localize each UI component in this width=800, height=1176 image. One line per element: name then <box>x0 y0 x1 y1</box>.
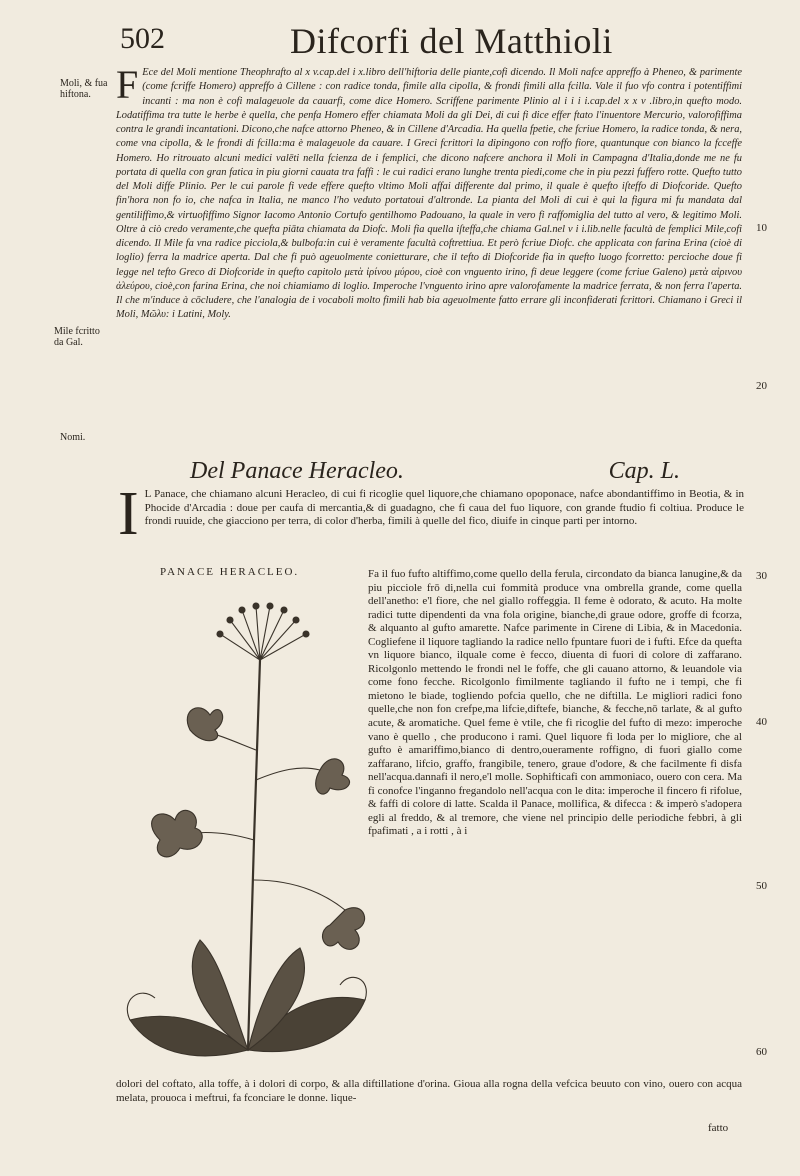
panace-column-text: Fa il fuo fufto altiffimo,come quello della ferula, circondato da bianca lanugine,& da piu picciole frō di,nella cui fommità produce vna ombrella grande, come quella dell'anetho: e'l fiore, che nel giallo roffeggia. Il feme è odorato, & acuto. Ha molte radici tutte dipendenti da vna fola origine, bianche,di graue odore, groffe di fcorza, & alquanto al gufto amarette. Nafce parimente in Cirene di Libia, & in Macedonia. Cogliefene il liquore tagliando la radice nello fpuntare fuori de i fufti. Efce da quefta vn liquore bianco, ilquale come è fecco, diuenta di fuori di colore di zaffarano. Ricolgonlo mettendo le frondi nel le foffe, che gli cauano attorno, & leuandole via come fono fecche. Ricolgonlo fimilmente tagliando il fufto ne i tempi, che fi mietono le biade, togliendo pofcia quello, che ne diftilla. Le migliori radici fono quelle,che non fon crefpe,ma lifcie,diftefe, bianche, & fecche,nō tarlate, & al gufto acute, & aromatiche. Quel feme è vtile, che fi ricoglie del fufto di mezo: imperoche vano è quello , che producono i rami. Quel liquore fi loda per lo migliore, che al gufto è amariffimo,bianco di dentro,oueramente roffigno, di fuori giallo come zaffarano, lifcio, graffo, frangibile, tenero, graue d'odore, & che facilmente fi disfa nell'acqua.dannafi il nero,e'l molle. Sophifticafi con ammoniaco, ouero con cera. Ma fi conofce l'inganno fregandolo nell'acqua con le dita: imperoche il fincero fi rifolue, & faffi di colore di latte. Scalda il Panace, mollifica, & difecca : & imperò s'adopera egli al freddo, & al tremore, che viene nel principio delle periodiche febbri, à gli fpafimati , a i rotti , à i <box>368 568 742 838</box>
line-number-40: 40 <box>756 716 767 728</box>
catchword: fatto <box>708 1122 729 1134</box>
line-number-30: 30 <box>756 570 767 582</box>
moli-text: Ece del Moli mentione Theophrafto al x v.cap.del i x.libro dell'hiftoria delle piante,cofi dicendo. Il Moli nafce appreffo à Pheneo, & parimente (come fcriffe Homero) appreffo à Cillene : con radice tonda, fimile alla cipolla, & frondi fimili alla fcilla. Vale il fuo vfo contra i potentiffimi incanti : ma non è cofi malageuole da cauarfi, come dice Homero. Scriffene parimente Plinio al i i i i.cap.del x x v .libro,in quefto modo. Lodatiffima tra tutte le herbe è quella, che penfa Homero effer chiamata Moli da gli Dei, di cui fi dice effer ftato l'inuentore Mercurio, valorofiffima contra le grandi incantationi. Dicono,che nafce attorno Pheneo, & in Cillene d'Arcadia. Ha quella fpetie, che fcriue Homero, la radice tonda, & nera, come vna cipolla, & le frondi di fcilla:ma è malageuole da cauare. I Greci fcrittori la dipingono con roffo fiore, quantunque con bianco la fcceffe Homero. Ho ritrouato alcuni medici valēti nella fcienza de i femplici, che dicono nafcere anchora il Moli in Campagna d'Italia,donde me ne fu portata di quella con gran fatica in piu giorni cauata tra faffi : le cui radici erano lunghe trenta piedi,come che in piu pezzi fuffero rotte. Quefto tutto del Moli diffe Plinio. Per le cui parole fi vede effere quefto vltimo Moli affai differente dal primo, il quale è quefto iſteffo di Diofcoride. Quefto fin'hora non fo io, che nafca in Italia, ne manco l'ho veduto portatoui d'altronde. La pianta del Moli di cui è qui la figura mi fu mandata dal gentiliffimo,& virtuofiffimo Signor Iacomo Antonio Cortufo gentilhomo Padouano, la quale in vero fi raffomiglia del tutto al vero, & legitimo Moli. Oltre à ciò credo veramente,che quefta piāta chiamata da Diofc. Moli fia quella iſteffa,che chiama Gal.nel v i i.lib.nelle facultà de femplici Mile,cofi dicendo. Il Mile fa vna radice picciola,& bulbofa:in cui è veramente facultà coftrettiua. Et però fcriue Diofc. che applicata con farina Erina (cioè di loglio) ferra la madrice aperta. Dal che fi può ageuolmente conietturare, che il tefto di Diofcoride fia in quefto luogo fcorretto: percioche doue fi legge nel tefto Greco di Diofcoride in quefto capitolo μετὰ ἰρίνου μύρου, cioè con vnguento irino, fi deue leggere (come fcriue Galeno) μετὰ αἰρινου ἀλεύρου, cioè,con farina Erina, che noi chiamiamo di loglio. Imperoche l'vnguento irino apre valorofamente la madrice ferrata, & non ferra l'aperta. Il che m'induce à cōcludere, che l'analogia de i vocaboli molto fimili hab bia ageuolmente fatto errare gli inconfiderati fcrittori. Chiamano i Greci il Moli, Μῶλυ: i Latini, Moly. <box>116 67 742 321</box>
chapter-heading <box>190 458 680 485</box>
panace-intro-text: L Panace, che chiamano alcuni Heracleo, di cui fi ricoglie quel liquore,che chiamano opoponace, nafce abondantiffimo in Beotia, & in Phocide d'Arcadia : doue per caufa di mercantia,& di guadagno, che fi caua del fuo liquore, con grande ftudio fi coltiua. Produce le frondi ruuide, che giacciono per terra, di color d'herba, fimili à quelle del fico, diuife in cinque parti per intorno. <box>144 488 744 528</box>
drop-cap-i: I <box>118 480 139 548</box>
panace-bottom-text: dolori del coftato, alla toffe, à i dolori di corpo, & alla diftillatione d'orina. Gioua alla rogna della vefcica beuuto con vino, ouero con acqua melata, prouoca i meftrui, fa fconciare le donne. lique- <box>116 1078 742 1104</box>
margin-note-nomi: Nomi. <box>60 432 86 443</box>
drop-cap-f: F <box>116 62 139 107</box>
moli-commentary <box>116 62 742 323</box>
chapter-number: Cap. L. <box>608 458 680 484</box>
line-number-10: 10 <box>756 222 767 234</box>
panace-description-column <box>368 568 742 839</box>
margin-note-mile: Mile fcritto da Gal. <box>54 326 100 348</box>
figure-caption: PANACE HERACLEO. <box>160 566 300 578</box>
panace-plant-illustration <box>110 580 370 1080</box>
panace-intro <box>118 480 744 548</box>
page-number: 502 <box>120 22 165 55</box>
line-number-50: 50 <box>756 880 767 892</box>
chapter-title: Del Panace Heracleo. <box>190 458 404 484</box>
line-number-20: 20 <box>756 380 767 392</box>
line-number-60: 60 <box>756 1046 767 1058</box>
running-title: Difcorfi del Matthioli <box>290 21 613 61</box>
panace-bottom-lines <box>116 1078 742 1105</box>
margin-note-moli: Moli, & fua hiftona. <box>60 78 108 100</box>
